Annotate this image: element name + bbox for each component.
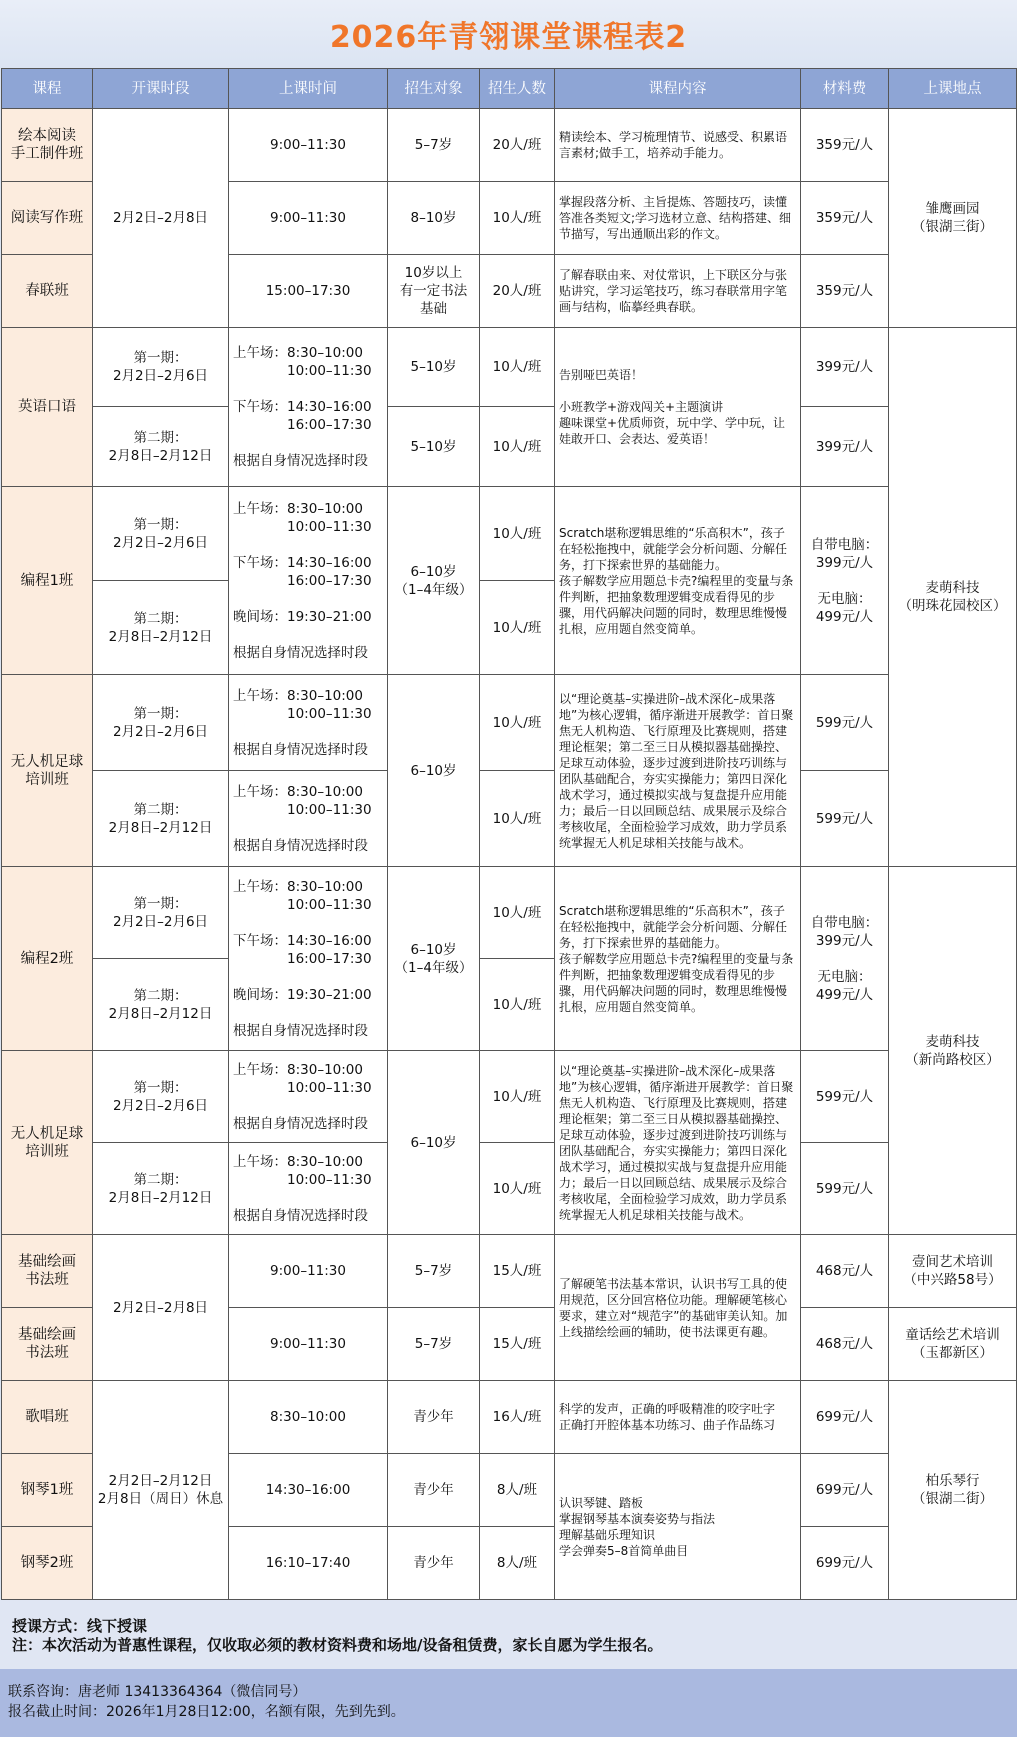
- period-cell: 第二期： 2月8日–2月12日: [93, 581, 229, 675]
- course-name: 编程1班: [2, 487, 93, 675]
- size-cell: 10人/班: [480, 328, 555, 407]
- table-row: [2, 1143, 1017, 1235]
- size-cell: 10人/班: [480, 1051, 555, 1143]
- table-row: [2, 771, 1017, 867]
- location-cell: 壹间艺术培训 （中兴路58号）: [889, 1235, 1017, 1308]
- content-cell: 精读绘本、学习梳理情节、说感受、积累语言素材;做手工，培养动手能力。: [555, 109, 801, 182]
- period-cell: 第一期： 2月2日–2月6日: [93, 675, 229, 771]
- content-cell: 了解春联由来、对仗常识，上下联区分与张贴讲究，学习运笔技巧，练习春联常用字笔画与结构，临摹经典春联。: [555, 255, 801, 328]
- course-name: 无人机足球 培训班: [2, 675, 93, 867]
- table-row: [2, 867, 1017, 959]
- period-cell: 2月2日–2月12日 2月8日（周日）休息: [93, 1381, 229, 1600]
- contact-info: 联系咨询：唐老师 13413364364（微信同号）: [8, 1684, 307, 1700]
- time-cell: 上午场：8:30–10:00 10:00–11:30 下午场：14:30–16:00 16:00–17:30 晚间场：19:30–21:00 根据自身情况选择时段: [229, 487, 388, 675]
- fee-cell: 399元/人: [801, 407, 889, 487]
- period-cell: 第一期： 2月2日–2月6日: [93, 867, 229, 959]
- fee-cell: 自带电脑： 399元/人 无电脑： 499元/人: [801, 487, 889, 675]
- fee-cell: 599元/人: [801, 675, 889, 771]
- target-cell: 8–10岁: [388, 182, 480, 255]
- fee-cell: 699元/人: [801, 1454, 889, 1527]
- target-cell: 青少年: [388, 1454, 480, 1527]
- location-cell: 麦萌科技 （明珠花园校区）: [889, 328, 1017, 867]
- target-cell: 青少年: [388, 1381, 480, 1454]
- header-size: 招生人数: [480, 69, 555, 109]
- fee-cell: 399元/人: [801, 328, 889, 407]
- time-cell: 15:00–17:30: [229, 255, 388, 328]
- fee-cell: 699元/人: [801, 1527, 889, 1600]
- size-cell: 8人/班: [480, 1454, 555, 1527]
- teaching-mode: 授课方式：线下授课: [12, 1617, 148, 1635]
- location-cell: 柏乐琴行 （银湖二街）: [889, 1381, 1017, 1600]
- time-cell: 8:30–10:00: [229, 1381, 388, 1454]
- fee-cell: 599元/人: [801, 771, 889, 867]
- course-name: 无人机足球 培训班: [2, 1051, 93, 1235]
- size-cell: 20人/班: [480, 255, 555, 328]
- content-cell: 了解硬笔书法基本常识，认识书写工具的使用规范，区分回宫格位功能。理解硬笔核心要求，建立对“规范字”的基础审美认知。加上线描绘绘画的辅助，使书法课更有趣。: [555, 1235, 801, 1381]
- location-cell: 童话绘艺术培训 （玉都新区）: [889, 1308, 1017, 1381]
- period-cell: 第二期： 2月8日–2月12日: [93, 1143, 229, 1235]
- target-cell: 6–10岁 （1–4年级）: [388, 487, 480, 675]
- table-row: [2, 407, 1017, 487]
- fee-cell: 699元/人: [801, 1381, 889, 1454]
- content-cell: 以“理论奠基–实操进阶–战术深化–成果落地”为核心逻辑，循序渐进开展教学：首日聚焦无人机构造、飞行原理及比赛规则，搭建理论框架；第二至三日从模拟器基础操控、足球互动体验，逐步过渡到进阶技巧训练与团队基础配合，夯实实操能力；第四日深化战术学习，通过模拟实战与复盘提升应用能力；最后一日以回顾总结、成果展示及综合考核收尾，全面检验学习成效，助力学员系统掌握无人机足球相关技能与战术。: [555, 1051, 801, 1235]
- time-cell: 上午场：8:30–10:00 10:00–11:30 根据自身情况选择时段: [229, 1051, 388, 1143]
- fee-cell: 468元/人: [801, 1308, 889, 1381]
- course-name: 编程2班: [2, 867, 93, 1051]
- time-cell: 9:00–11:30: [229, 1308, 388, 1381]
- fee-cell: 599元/人: [801, 1143, 889, 1235]
- time-cell: 上午场：8:30–10:00 10:00–11:30 根据自身情况选择时段: [229, 675, 388, 771]
- size-cell: 10人/班: [480, 1143, 555, 1235]
- page-title: 2026年青翎课堂课程表2: [329, 20, 688, 55]
- table-row: [2, 328, 1017, 407]
- size-cell: 10人/班: [480, 182, 555, 255]
- fee-cell: 359元/人: [801, 182, 889, 255]
- table-row: [2, 675, 1017, 771]
- size-cell: 15人/班: [480, 1235, 555, 1308]
- content-cell: 以“理论奠基–实操进阶–战术深化–成果落地”为核心逻辑，循序渐进开展教学：首日聚焦无人机构造、飞行原理及比赛规则，搭建理论框架；第二至三日从模拟器基础操控、足球互动体验，逐步过渡到进阶技巧训练与团队基础配合，夯实实操能力；第四日深化战术学习，通过模拟实战与复盘提升应用能力；最后一日以回顾总结、成果展示及综合考核收尾，全面检验学习成效，助力学员系统掌握无人机足球相关技能与战术。: [555, 675, 801, 867]
- time-cell: 16:10–17:40: [229, 1527, 388, 1600]
- fee-cell: 359元/人: [801, 109, 889, 182]
- target-cell: 6–10岁: [388, 675, 480, 867]
- period-cell: 第一期： 2月2日–2月6日: [93, 1051, 229, 1143]
- table-row: [2, 1381, 1017, 1454]
- content-cell: Scratch堪称逻辑思维的“乐高积木”，孩子在轻松拖拽中，就能学会分析问题、分解任务，打下探索世界的基础能力。 孩子解数学应用题总卡壳?编程里的变量与条件判断，把抽象数理逻辑变成看得见的步骤，用代码解决问题的同时，数理思维慢慢扎根，应用题自然变简单。: [555, 867, 801, 1051]
- time-cell: 14:30–16:00: [229, 1454, 388, 1527]
- header-target: 招生对象: [388, 69, 480, 109]
- title-bar: [0, 0, 1017, 68]
- fee-cell: 599元/人: [801, 1051, 889, 1143]
- target-cell: 青少年: [388, 1527, 480, 1600]
- deadline-info: 报名截止时间：2026年1月28日12:00，名额有限，先到先到。: [8, 1704, 405, 1720]
- period-cell: 第二期： 2月8日–2月12日: [93, 407, 229, 487]
- course-name: 歌唱班: [2, 1381, 93, 1454]
- period-cell: 第一期： 2月2日–2月6日: [93, 487, 229, 581]
- content-cell: 认识琴键、踏板 掌握钢琴基本演奏姿势与指法 理解基础乐理知识 学会弹奏5–8首简单曲目: [555, 1454, 801, 1600]
- notes-panel: [0, 1600, 1017, 1669]
- location-cell: 雏鹰画园 （银湖三街）: [889, 109, 1017, 328]
- content-cell: 告别哑巴英语！ 小班教学+游戏闯关+主题演讲 趣味课堂+优质师资，玩中学、学中玩，让娃敢开口、会表达、爱英语！: [555, 328, 801, 487]
- course-name: 钢琴1班: [2, 1454, 93, 1527]
- table-row: [2, 1235, 1017, 1308]
- course-name: 阅读写作班: [2, 182, 93, 255]
- course-name: 基础绘画 书法班: [2, 1308, 93, 1381]
- notice-text: 注：本次活动为普惠性课程，仅收取必须的教材资料费和场地/设备租赁费，家长自愿为学生报名。: [12, 1636, 663, 1654]
- target-cell: 6–10岁: [388, 1051, 480, 1235]
- header-location: 上课地点: [889, 69, 1017, 109]
- target-cell: 6–10岁 （1–4年级）: [388, 867, 480, 1051]
- time-cell: 9:00–11:30: [229, 182, 388, 255]
- size-cell: 10人/班: [480, 487, 555, 581]
- target-cell: 5–7岁: [388, 1308, 480, 1381]
- target-cell: 5–10岁: [388, 328, 480, 407]
- header-row: [2, 69, 1017, 109]
- header-content: 课程内容: [555, 69, 801, 109]
- time-cell: 上午场：8:30–10:00 10:00–11:30 根据自身情况选择时段: [229, 771, 388, 867]
- size-cell: 15人/班: [480, 1308, 555, 1381]
- contact-panel: [0, 1669, 1017, 1737]
- time-cell: 上午场：8:30–10:00 10:00–11:30 根据自身情况选择时段: [229, 1143, 388, 1235]
- content-cell: 科学的发声，正确的呼吸精准的咬字吐字 正确打开腔体基本功练习、曲子作品练习: [555, 1381, 801, 1454]
- location-cell: 麦萌科技 （新尚路校区）: [889, 867, 1017, 1235]
- table-row: [2, 487, 1017, 581]
- fee-cell: 自带电脑： 399元/人 无电脑： 499元/人: [801, 867, 889, 1051]
- size-cell: 16人/班: [480, 1381, 555, 1454]
- size-cell: 10人/班: [480, 675, 555, 771]
- time-cell: 9:00–11:30: [229, 109, 388, 182]
- period-cell: 第二期： 2月8日–2月12日: [93, 959, 229, 1051]
- target-cell: 5–10岁: [388, 407, 480, 487]
- fee-cell: 359元/人: [801, 255, 889, 328]
- period-cell: 2月2日–2月8日: [93, 109, 229, 328]
- size-cell: 20人/班: [480, 109, 555, 182]
- content-cell: 掌握段落分析、主旨提炼、答题技巧，读懂答准各类短文;学习选材立意、结构搭建、细节描写，写出通顺出彩的作文。: [555, 182, 801, 255]
- header-fee: 材料费: [801, 69, 889, 109]
- target-cell: 5–7岁: [388, 1235, 480, 1308]
- fee-cell: 468元/人: [801, 1235, 889, 1308]
- target-cell: 10岁以上 有一定书法 基础: [388, 255, 480, 328]
- size-cell: 10人/班: [480, 771, 555, 867]
- schedule-table: [1, 68, 1017, 1600]
- size-cell: 10人/班: [480, 581, 555, 675]
- header-time: 上课时间: [229, 69, 388, 109]
- table-row: [2, 1051, 1017, 1143]
- time-cell: 上午场：8:30–10:00 10:00–11:30 下午场：14:30–16:00 16:00–17:30 根据自身情况选择时段: [229, 328, 388, 487]
- course-name: 钢琴2班: [2, 1527, 93, 1600]
- size-cell: 10人/班: [480, 867, 555, 959]
- size-cell: 8人/班: [480, 1527, 555, 1600]
- header-period: 开课时段: [93, 69, 229, 109]
- target-cell: 5–7岁: [388, 109, 480, 182]
- content-cell: Scratch堪称逻辑思维的“乐高积木”，孩子在轻松拖拽中，就能学会分析问题、分解任务，打下探索世界的基础能力。 孩子解数学应用题总卡壳?编程里的变量与条件判断，把抽象数理逻辑变成看得见的步骤，用代码解决问题的同时，数理思维慢慢扎根，应用题自然变简单。: [555, 487, 801, 675]
- period-cell: 第一期： 2月2日–2月6日: [93, 328, 229, 407]
- time-cell: 9:00–11:30: [229, 1235, 388, 1308]
- size-cell: 10人/班: [480, 407, 555, 487]
- time-cell: 上午场：8:30–10:00 10:00–11:30 下午场：14:30–16:00 16:00–17:30 晚间场：19:30–21:00 根据自身情况选择时段: [229, 867, 388, 1051]
- course-name: 英语口语: [2, 328, 93, 487]
- course-name: 春联班: [2, 255, 93, 328]
- course-name: 绘本阅读 手工制件班: [2, 109, 93, 182]
- period-cell: 2月2日–2月8日: [93, 1235, 229, 1381]
- period-cell: 第二期： 2月8日–2月12日: [93, 771, 229, 867]
- size-cell: 10人/班: [480, 959, 555, 1051]
- header-course: 课程: [2, 69, 93, 109]
- course-name: 基础绘画 书法班: [2, 1235, 93, 1308]
- table-row: [2, 109, 1017, 182]
